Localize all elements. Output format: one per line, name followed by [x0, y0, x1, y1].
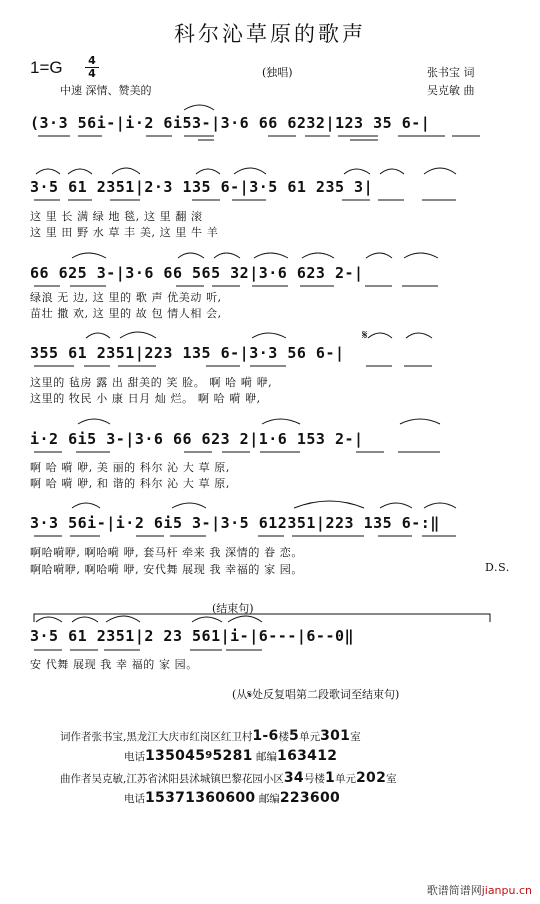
watermark: 歌谱简谱网jianpu.cn — [426, 884, 532, 897]
composer-credit: 吴克敏 曲 — [427, 84, 475, 97]
composer-phone: 电话15371360600 邮编223600 — [124, 790, 341, 806]
segno-mark: 𝄋 — [362, 328, 368, 343]
lyrics-line-7: 安 代舞 展现 我 幸 福的 家 园。 — [30, 658, 198, 671]
lyrics-line-5b: 啊 哈 嗬 咿, 和 谐的 科尔 沁 大 草 原, — [30, 477, 230, 490]
lyrics-line-4b: 这里的 牧民 小 康 日月 灿 烂。 啊 哈 嗬 咿, — [30, 392, 261, 405]
repeat-instruction: (从𝄋处反复唱第二段歌词至结束句) — [232, 688, 400, 701]
page-title: 科尔沁草原的歌声 — [174, 22, 366, 46]
notation-line-4: 355 61 2351|223 135 6-|3·3 56 6-| — [30, 344, 345, 362]
performance-type: (独唱) — [262, 66, 293, 79]
tempo-marking: 中速 深情、赞美的 — [60, 84, 152, 97]
composer-address: 曲作者吴克敏,江苏省沭阳县沭城镇巴黎花园小区34号楼1单元202室 — [60, 770, 397, 786]
lyricist-phone: 电话13504595281 邮编163412 — [124, 748, 338, 764]
notation-line-1: (3·3 56i-|i·2 6i53-|3·6 66 6232|123 35 6-| — [30, 114, 431, 132]
notation-line-6: 3·3 56i-|i·2 6i5 3-|3·5 612351|223 135 6-:‖ — [30, 514, 440, 532]
notation-line-7: 3·5 61 2351|2 23 561|i-|6---|6--0‖ — [30, 627, 355, 645]
notation-line-3: 66 625 3-|3·6 66 565 32|3·6 623 2-| — [30, 264, 364, 282]
lyrics-line-3b: 苗壮 撒 欢, 这 里的 故 包 情人相 会, — [30, 307, 222, 320]
lyrics-line-2a: 这 里 长 满 绿 地 毯, 这 里 翻 滚 — [30, 210, 203, 223]
notation-line-5: i·2 6i5 3-|3·6 66 623 2|1·6 153 2-| — [30, 430, 364, 448]
lyricist-address: 词作者张书宝,黑龙江大庆市红岗区红卫村1-6楼5单元301室 — [60, 728, 361, 744]
notation-line-2: 3·5 61 2351|2·3 135 6-|3·5 61 235 3| — [30, 178, 374, 196]
meter-top: 4 — [88, 54, 96, 67]
lyrics-line-5a: 啊 哈 嗬 咿, 美 丽的 科尔 沁 大 草 原, — [30, 461, 230, 474]
lyrics-line-3a: 绿浪 无 边, 这 里的 歌 声 优美动 听, — [30, 291, 222, 304]
da-segno-mark: D.S. — [485, 561, 510, 574]
lyrics-line-2b: 这 里 田 野 水 草 丰 美, 这 里 牛 羊 — [30, 226, 219, 239]
meter-bottom: 4 — [88, 67, 96, 80]
lyrics-line-4a: 这里的 毡房 露 出 甜美的 笑 脸。 啊 哈 嗬 咿, — [30, 376, 273, 389]
lyrics-line-6a: 啊哈嗬咿, 啊哈嗬 咿, 套马杆 牵来 我 深情的 眷 恋。 — [30, 546, 303, 559]
lyricist-credit: 张书宝 词 — [427, 66, 475, 79]
lyrics-line-6b: 啊哈嗬咿, 啊哈嗬 咿, 安代舞 展现 我 幸福的 家 园。 — [30, 563, 303, 576]
ending-label: (结束句) — [212, 602, 254, 615]
key-signature: 1=G — [30, 58, 63, 77]
